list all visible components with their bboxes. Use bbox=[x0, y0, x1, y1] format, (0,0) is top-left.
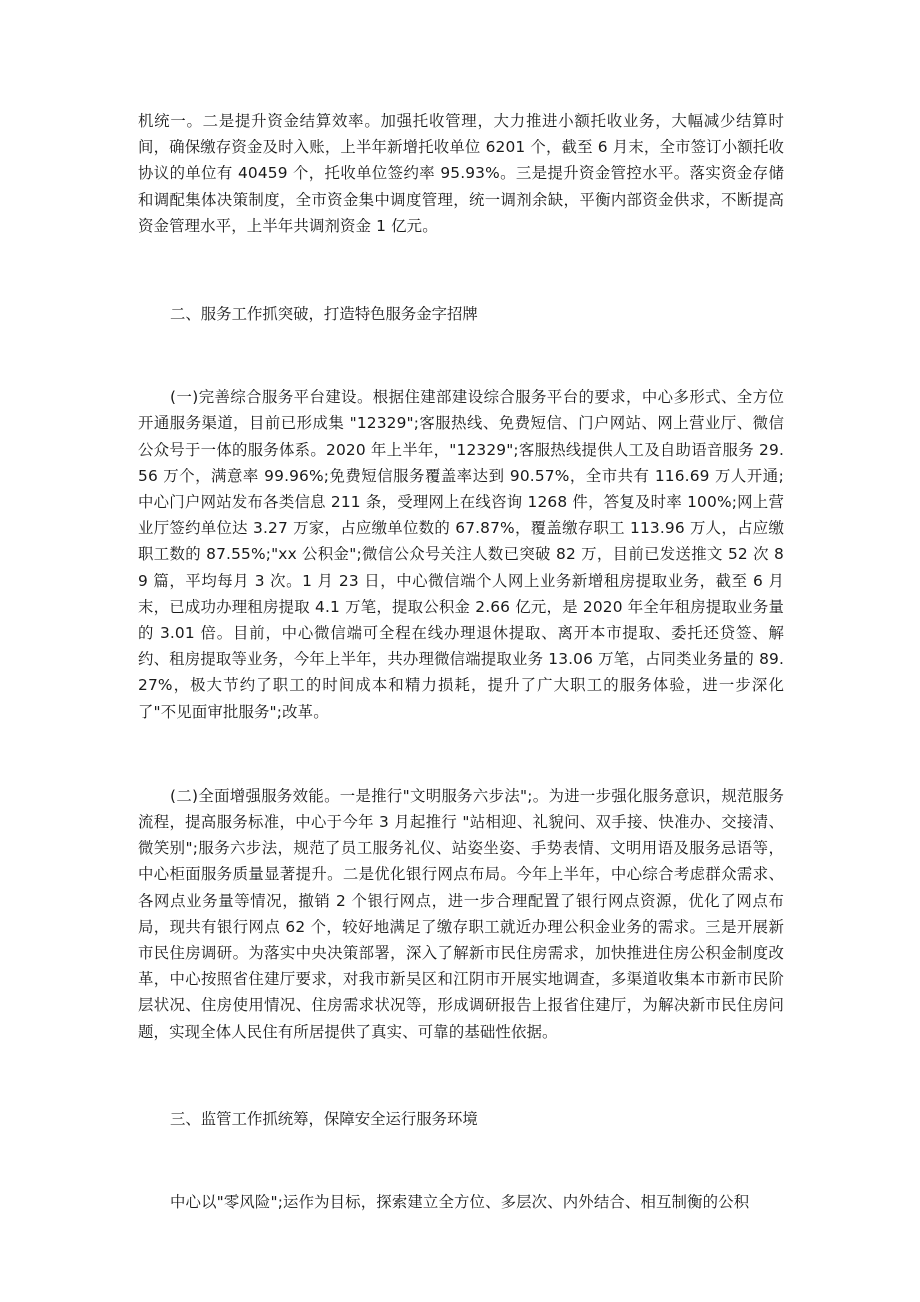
section-heading-3: 三、监管工作抓统筹，保障安全运行服务环境 bbox=[170, 1109, 478, 1128]
body-paragraph: 机统一。二是提升资金结算效率。加强托收管理，大力推进小额托收业务，大幅减少结算时间，确保缴存资金及时入账，上半年新增托收单位 6201 个，截至 6 月末，全市签订小额托收协议的单位有 40459 个，托收单位签约率 95.93%。三是提升资金管控水平。落实资金存储和调配集体决策制度，全市资金集中调度管理，统一调剂余缺，平衡内部资金供求，不断提高资金管理水平，上半年共调剂资金 1 亿元。 bbox=[138, 112, 784, 235]
body-paragraph: (二)全面增强服务效能。一是推行"文明服务六步法";。为进一步强化服务意识，规范服务流程，提高服务标准，中心于今年 3 月起推行 "站相迎、礼貌问、双手接、快准办、交接清、微笑别";服务六步法，规范了员工服务礼仪、站姿坐姿、手势表情、文明用语及服务忌语等，中心柜面服务质量显著提升。二是优化银行网点布局。今年上半年，中心综合考虑群众需求、各网点业务量等情况，撤销 2 个银行网点，进一步合理配置了银行网点资源，优化了网点布局，现共有银行网点 62 个，较好地满足了缴存职工就近办理公积金业务的需求。三是开展新市民住房调研。为落实中央决策部署，深入了解新市民住房需求，加快推进住房公积金制度改革，中心按照省住建厅要求，对我市新吴区和江阴市开展实地调查，多渠道收集本市新市民阶层状况、住房使用情况、住房需求状况等，形成调研报告上报省住建厅，为解决新市民住房问题，实现全体人民住有所居提供了真实、可靠的基础性依据。 bbox=[138, 786, 784, 1041]
body-paragraph: (一)完善综合服务平台建设。根据住建部建设综合服务平台的要求，中心多形式、全方位开通服务渠道，目前已形成集 "12329";客服热线、免费短信、门户网站、网上营业厅、微信公众号于一体的服务体系。2020 年上半年，"12329";客服热线提供人工及自助语音服务 29.56 万个，满意率 99.96%;免费短信服务覆盖率达到 90.57%，全市共有 116.69 万人开通;中心门户网站发布各类信息 211 条，受理网上在线咨询 1268 件，答复及时率 100%;网上营业厅签约单位达 3.27 万家，占应缴单位数的 67.87%，覆盖缴存职工 113.96 万人，占应缴职工数的 87.55%;"xx 公积金";微信公众号关注人数已突破 82 万，目前已发送推文 52 次 89 篇，平均每月 3 次。1 月 23 日，中心微信端个人网上业务新增租房提取业务，截至 6 月末，已成功办理租房提取 4.1 万笔，提取公积金 2.66 亿元，是 2020 年全年租房提取业务量的 3.01 倍。目前，中心微信端可全程在线办理退休提取、离开本市提取、委托还贷签、解约、租房提取等业务，今年上半年，共办理微信端提取业务 13.06 万笔，占同类业务量的 89.27%，极大节约了职工的时间成本和精力损耗，提升了广大职工的服务体验，进一步深化了"不见面审批服务";改革。 bbox=[138, 388, 784, 721]
document-page bbox=[138, 108, 784, 1215]
body-paragraph: 中心以"零风险";运作为目标，探索建立全方位、多层次、内外结合、相互制衡的公积 bbox=[170, 1193, 750, 1212]
section-heading-2: 二、服务工作抓突破，打造特色服务金字招牌 bbox=[170, 305, 478, 324]
